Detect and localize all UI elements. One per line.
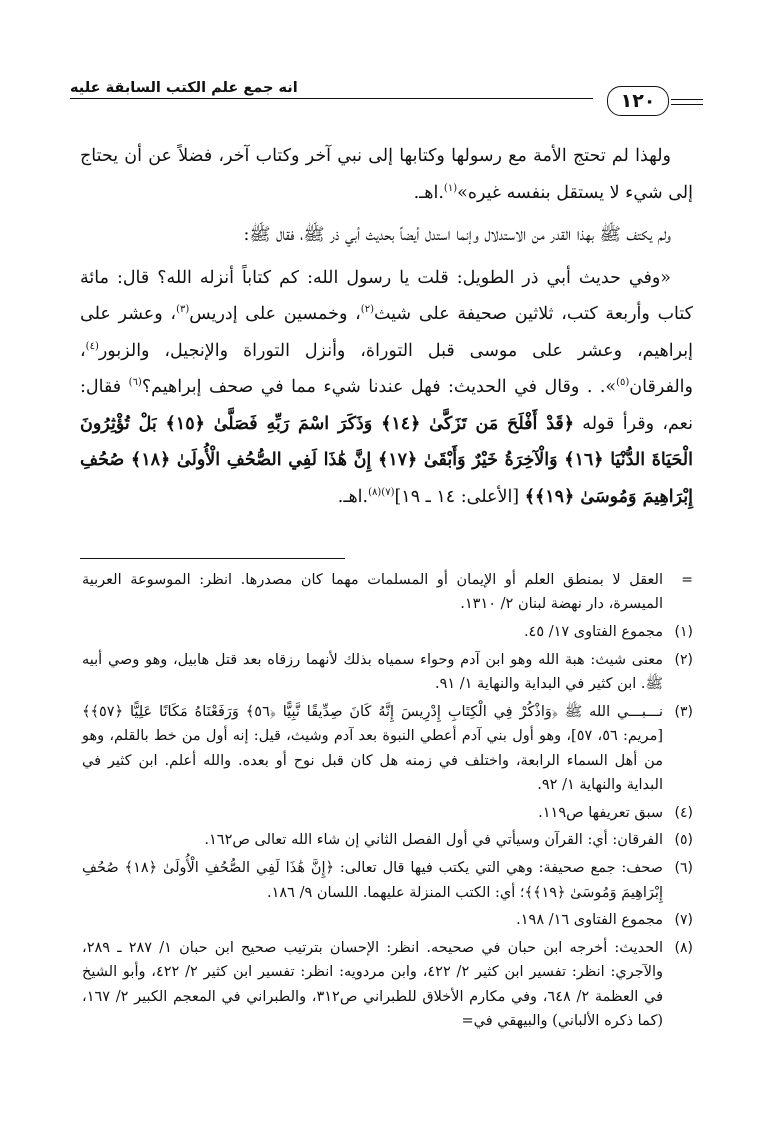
footnote-item xyxy=(82,936,693,1033)
footnote-text: معنى شيث: هبة الله وهو ابن آدم وحواء سمياه بذلك لأنهما رزقاه بعد قتل هابيل، وهو وصي أبيه ﷺ. ابن كثير في البداية والنهاية ١/ ٩١. xyxy=(82,651,663,693)
verse-citation: [الأعلى: ١٤ ـ ١٩] xyxy=(394,486,525,507)
quote-text: «وفي حديث أبي ذر الطويل: قلت يا رسول الله: كم كتاباً أنزله الله؟ قال: مائة كتاب وأربعة كتب، ثلاثين صحيفة على شيث xyxy=(80,267,694,324)
quote-text: فقال: نعم، وقرأ قوله xyxy=(80,377,693,434)
footnote-ref[interactable]: (١) xyxy=(443,182,458,194)
footnote-item xyxy=(82,568,693,617)
footnote-ref[interactable]: (٢) xyxy=(360,304,374,316)
footnote-item xyxy=(82,908,693,932)
page-number-ornament xyxy=(597,86,703,116)
page-header xyxy=(70,80,703,120)
quote-text: ». . وقال في الحديث: فهل عندنا شيء مما في صحف إبراهيم؟ xyxy=(141,377,617,397)
footnote-item xyxy=(82,620,693,644)
footnote-text: مجموع الفتاوى ١٦/ ١٩٨. xyxy=(516,912,663,929)
footnote-ref[interactable]: (٤) xyxy=(85,340,99,352)
quran-verses: ﴿قَدْ أَفْلَحَ مَن تَزَكَّىٰ ﴿١٤﴾ وَذَكَرَ اسْمَ رَبِّهِ فَصَلَّىٰ ﴿١٥﴾ بَلْ تُؤْثِرُونَ الْحَيَاةَ الدُّنْيَا ﴿١٦﴾ وَالْآخِرَةُ خَيْرٌ وَأَبْقَىٰ ﴿١٧﴾ إِنَّ هَٰذَا لَفِي الصُّحُفِ الْأُولَىٰ ﴿١٨﴾ صُحُفِ إِبْرَاهِيمَ وَمُوسَىٰ ﴿١٩﴾﴾ xyxy=(80,413,693,507)
footnote-number: (٧) xyxy=(674,912,693,929)
paragraph-end: .اهـ. xyxy=(337,486,369,507)
footnote-text: سبق تعريفها ص١١٩. xyxy=(538,804,663,821)
footnote-text: صحف: جمع صحيفة: وهي التي يكتب فيها قال تعالى: ﴿إِنَّ هَٰذَا لَفِي الصُّحُفِ الْأُولَىٰ ﴿١٨﴾ صُحُفِ إِبْرَاهِيمَ وَمُوسَىٰ ﴿١٩﴾﴾؛ أي: الكتب المنزلة عليهما. اللسان ٩/ ١٨٦. xyxy=(82,860,663,901)
quote-text: ، والفرقان xyxy=(80,340,693,397)
footnote-ref[interactable]: (٧)(٨) xyxy=(368,486,395,498)
footnote-item xyxy=(82,700,693,797)
running-title: انه جمع علم الكتب السابقة عليه xyxy=(70,80,298,96)
footnote-number: = xyxy=(681,572,693,588)
footnote-item xyxy=(82,856,693,905)
quote-text: ، وعشر على إبراهيم، وعشر على موسى قبل التوراة، وأنزل التوراة والإنجيل، والزبور xyxy=(80,304,693,361)
footnote-number: (٦) xyxy=(674,860,693,877)
header-rule xyxy=(70,98,593,99)
footnote-number: (٥) xyxy=(674,832,693,849)
paragraph-1 xyxy=(80,138,693,211)
footnote-text: مجموع الفتاوى ١٧/ ٤٥. xyxy=(523,624,663,641)
ornament-line xyxy=(671,104,703,105)
footnotes xyxy=(82,568,693,1037)
footnote-text: الفرقان: أي: القرآن وسيأتي في أول الفصل الثاني إن شاء الله تعالى ص١٦٢. xyxy=(204,832,663,849)
footnote-ref[interactable]: (٣) xyxy=(176,304,190,316)
footnote-separator xyxy=(80,558,345,559)
quote-text: ، وخمسين على إدريس xyxy=(189,304,361,324)
paragraph-3 xyxy=(80,260,693,516)
page-number: ١٢٠ xyxy=(607,86,669,116)
footnote-number: (١) xyxy=(674,624,693,641)
footnote-ref[interactable]: (٦) xyxy=(128,377,142,389)
footnote-text: نـــبـــي الله ﷺ ﴿وَاذْكُرْ فِي الْكِتَابِ إِدْرِيسَ إِنَّهُ كَانَ صِدِّيقًا نَّبِيًّا ﴿٥٦﴾ وَرَفَعْنَاهُ مَكَانًا عَلِيًّا ﴿٥٧﴾﴾ [مريم: ٥٦، ٥٧]، وهو أول بني آدم أعطي النبوة بعد آدم وشيث، قيل: إنه أول من خط بالقلم، وهو من أهل السماء الرابعة، واختلف في زمنه هل كان قبل نوح أو بعده. والله أعلم. ابن كثير في البداية والنهاية ١/ ٩٢. xyxy=(82,703,663,793)
footnote-item xyxy=(82,648,693,697)
ornament-line xyxy=(671,99,703,100)
footnote-number: (٤) xyxy=(674,804,693,821)
footnote-ref[interactable]: (٥) xyxy=(616,377,630,389)
paragraph-2: ولم يكتف ﷺ بهذا القدر من الاستدلال وإنما استدل أيضاً بحديث أبي ذر ﷺ، فقال ﷺ: xyxy=(243,225,671,245)
footnote-text: العقل لا بمنطق العلم أو الإيمان أو المسلمات مهما كان مصدرها. انظر: الموسوعة العربية الميسرة، دار نهضة لبنان ٢/ ١٣١٠. xyxy=(82,572,663,613)
footnote-number: (٨) xyxy=(674,940,693,957)
footnote-item xyxy=(82,801,693,825)
footnote-item xyxy=(82,828,693,852)
main-text xyxy=(80,138,693,521)
footnote-number: (٢) xyxy=(674,651,693,668)
paragraph-end: .اهـ. xyxy=(413,182,444,203)
footnote-text: الحديث: أخرجه ابن حبان في صحيحه. انظر: الإحسان بترتيب صحيح ابن حبان ١/ ٢٨٧ ـ ٢٨٩، والآجري: انظر: تفسير ابن كثير ٢/ ٤٢٢، وابن مردويه: انظر: تفسير ابن كثير ٢/ ٤٢٢، وأبو الشيخ في العظمة ٢/ ٦٤٨، وفي مكارم الأخلاق للطبراني ص٣١٢، والطبراني في المعجم الكبير ٢/ ١٦٧، (كما ذكره الألباني) والبيهقي في= xyxy=(82,940,664,1030)
footnote-number: (٣) xyxy=(674,703,693,720)
paragraph-text: ولهذا لم تحتج الأمة مع رسولها وكتابها إلى نبي آخر وكتاب آخر، فضلاً عن أن يحتاج إلى شيء لا يستقل بنفسه غيره» xyxy=(80,146,693,203)
